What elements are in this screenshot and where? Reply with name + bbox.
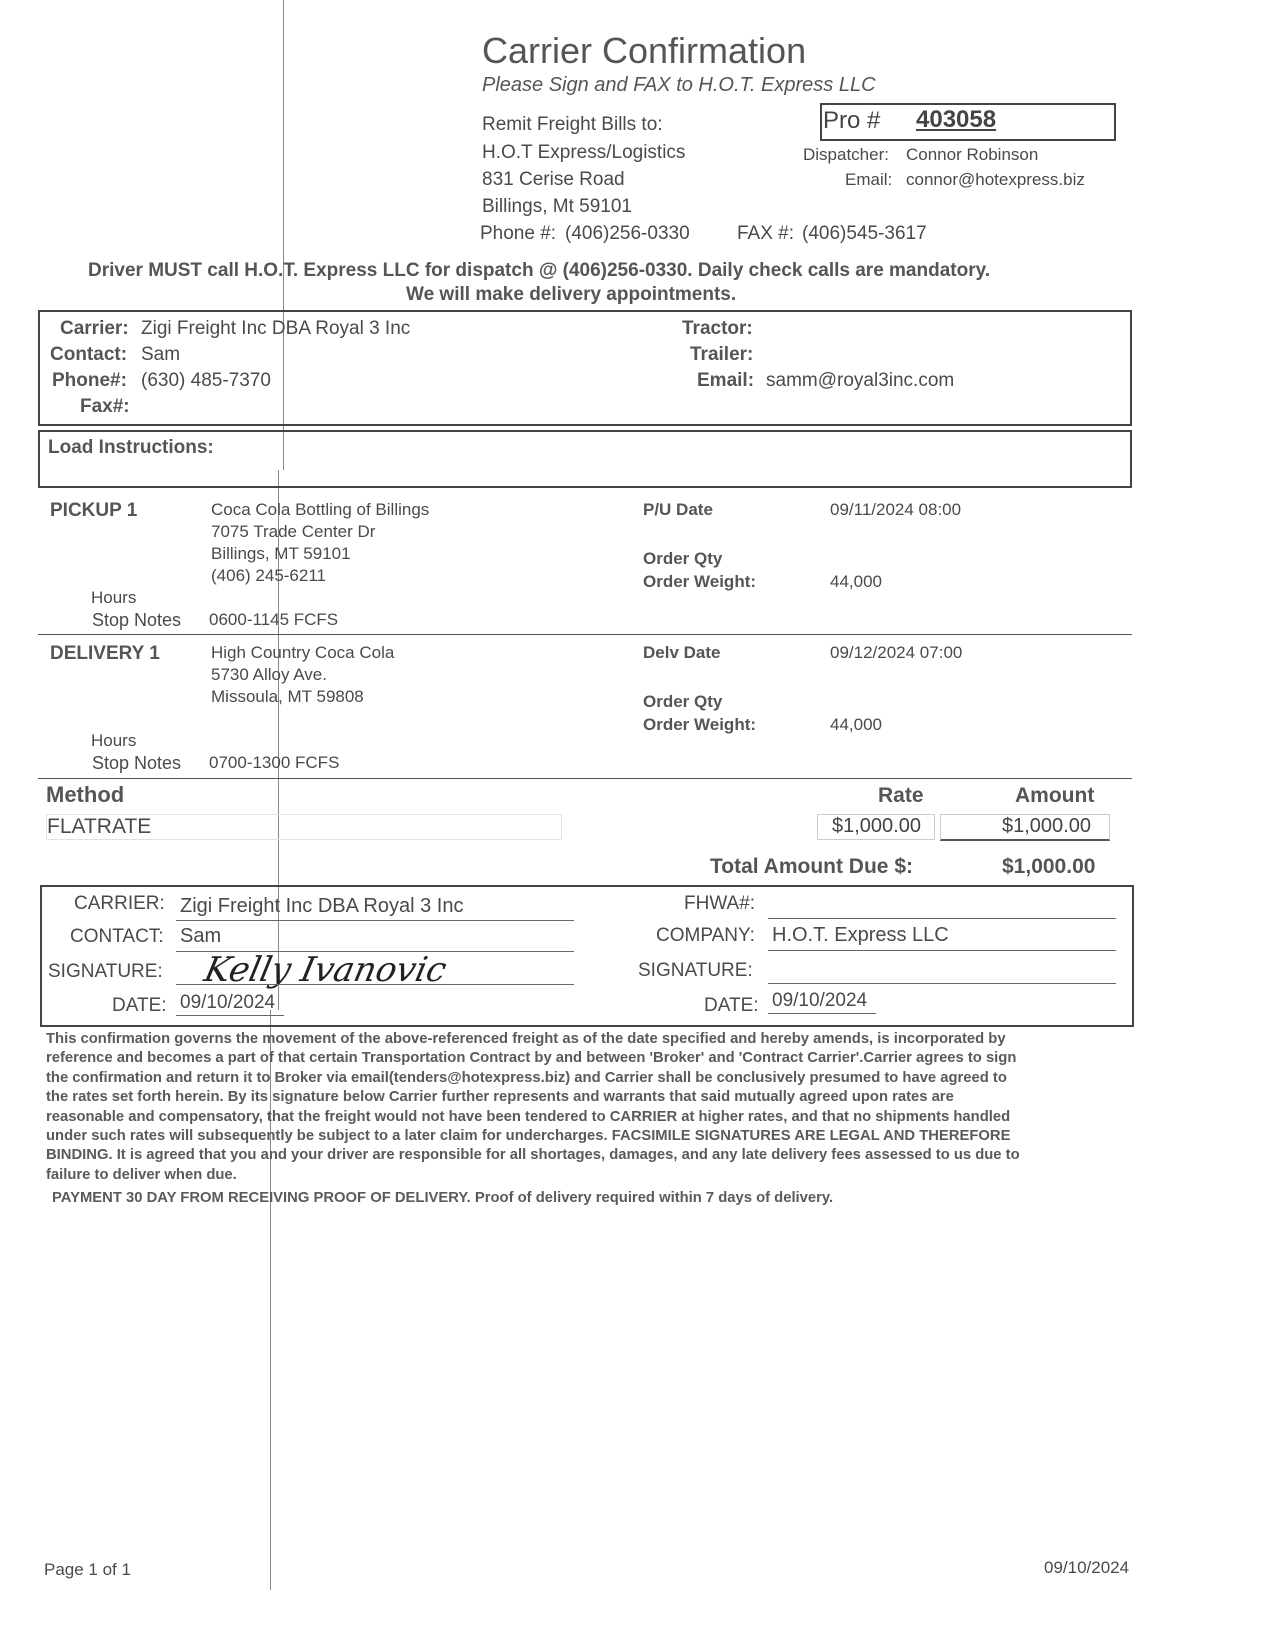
carrier-phone-label: Phone#:	[52, 370, 127, 391]
remit-company: H.O.T Express/Logistics	[482, 142, 686, 163]
sig-date-line	[176, 1015, 284, 1016]
terms-line: the rates set forth herein. By its signature below Carrier further represents and warrants that said mutually agreed upon rates are	[46, 1089, 954, 1106]
dispatch-notice: Driver MUST call H.O.T. Express LLC for dispatch @ (406)256-0330. Daily check calls are mandatory.	[88, 260, 991, 281]
terms-line: BINDING. It is agreed that you and your driver are responsible for all shortages, damages, and any late delivery fees assessed to us due to	[46, 1147, 1020, 1164]
delivery-weight-label: Order Weight:	[643, 715, 757, 734]
fax-value: (406)545-3617	[802, 223, 927, 244]
sig-carrier-label: CARRIER:	[74, 893, 165, 914]
delivery-heading: DELIVERY 1	[50, 643, 160, 664]
pickup-date-label: P/U Date	[643, 500, 713, 519]
page-title: Carrier Confirmation	[482, 30, 807, 71]
delivery-qty-label: Order Qty	[643, 692, 723, 711]
phone-value: (406)256-0330	[565, 223, 690, 244]
delivery-date-label: Delv Date	[643, 643, 721, 662]
tractor-label: Tractor:	[682, 318, 753, 339]
carrier-email-label: Email:	[697, 370, 755, 391]
broker-date-value: 09/10/2024	[772, 990, 868, 1011]
carrier-label: Carrier:	[60, 318, 129, 339]
sig-carrier-line	[176, 920, 574, 921]
carrier-value: Zigi Freight Inc DBA Royal 3 Inc	[141, 318, 411, 339]
delivery-stop-notes-label: Stop Notes	[92, 753, 182, 773]
method-header: Method	[46, 782, 125, 807]
pro-label: Pro #	[823, 107, 881, 134]
phone-label: Phone #:	[480, 223, 557, 244]
delivery-weight: 44,000	[830, 715, 882, 734]
delivery-date: 09/12/2024 07:00	[830, 643, 963, 662]
terms-line: This confirmation governs the movement of the above-referenced freight as of the date specified and hereby amends, is incorporated by	[46, 1031, 1006, 1047]
pickup-name: Coca Cola Bottling of Billings	[211, 500, 430, 519]
broker-signature-line	[768, 983, 1116, 984]
sig-date-value: 09/10/2024	[180, 992, 276, 1013]
rate-header: Rate	[878, 784, 924, 807]
contact-value: Sam	[141, 344, 181, 365]
dispatcher-value: Connor Robinson	[906, 145, 1039, 164]
delivery-stop-notes: 0700-1300 FCFS	[209, 753, 340, 772]
page-number: Page 1 of 1	[44, 1560, 131, 1579]
section-divider	[38, 634, 1132, 635]
dispatcher-email-label: Email:	[845, 170, 893, 189]
contact-label: Contact:	[50, 344, 128, 365]
delivery-name: High Country Coca Cola	[211, 643, 395, 662]
delivery-hours-label: Hours	[91, 731, 137, 750]
terms-line: reference and becomes a part of that certain Transportation Contract by and between 'Broker' and 'Contract Carrier'.Carrier agrees to sign	[46, 1050, 1017, 1067]
method-value: FLATRATE	[47, 815, 152, 838]
rate-value: $1,000.00	[832, 815, 921, 837]
pickup-hours-label: Hours	[91, 588, 137, 607]
carrier-email-value: samm@royal3inc.com	[766, 370, 955, 391]
fhwa-line	[768, 918, 1116, 919]
terms-line: under such rates will subsequently be subject to a later claim for undercharges. FACSIMILE SIGNATURES ARE LEGAL AND THEREFORE	[46, 1128, 1011, 1145]
terms-line: reasonable and compensatory, that the freight would not have been tendered to CARRIER at higher rates, and that no shipments handled	[46, 1108, 1011, 1125]
section-divider	[38, 778, 1132, 779]
payment-terms: PAYMENT 30 DAY FROM RECEIVING PROOF OF DELIVERY. Proof of delivery required within 7 days of delivery.	[52, 1190, 834, 1206]
trailer-label: Trailer:	[690, 344, 754, 365]
dispatcher-label: Dispatcher:	[803, 145, 889, 164]
pickup-street: 7075 Trade Center Dr	[211, 522, 376, 541]
terms-line: failure to deliver when due.	[46, 1166, 237, 1183]
total-label: Total Amount Due $:	[710, 855, 913, 878]
sig-signature-line	[176, 984, 574, 985]
pickup-stop-notes-label: Stop Notes	[92, 610, 182, 630]
delivery-city: Missoula, MT 59808	[211, 687, 364, 706]
carrier-signature: Kelly Ivanovic	[200, 950, 451, 990]
load-instructions-label: Load Instructions:	[48, 437, 214, 458]
delivery-street: 5730 Alloy Ave.	[211, 665, 327, 684]
sig-contact-value: Sam	[180, 925, 222, 947]
footer-date: 09/10/2024	[1044, 1558, 1130, 1577]
company-value: H.O.T. Express LLC	[772, 924, 949, 946]
sig-carrier-value: Zigi Freight Inc DBA Royal 3 Inc	[180, 895, 464, 917]
broker-signature-label: SIGNATURE:	[638, 960, 753, 981]
remit-street: 831 Cerise Road	[482, 169, 625, 190]
amount-value: $1,000.00	[1002, 815, 1091, 837]
remit-label: Remit Freight Bills to:	[482, 114, 663, 135]
company-line	[768, 950, 1116, 951]
broker-date-label: DATE:	[704, 995, 759, 1016]
pickup-heading: PICKUP 1	[50, 500, 138, 521]
appointment-notice: We will make delivery appointments.	[406, 284, 737, 305]
amount-header: Amount	[1015, 784, 1095, 807]
pickup-phone: (406) 245-6211	[211, 566, 326, 585]
dispatcher-email: connor@hotexpress.biz	[906, 170, 1085, 189]
pickup-stop-notes: 0600-1145 FCFS	[209, 610, 339, 629]
page-subtitle: Please Sign and FAX to H.O.T. Express LLC	[482, 74, 876, 96]
pro-number: 403058	[916, 106, 997, 133]
fax-label: FAX #:	[737, 223, 795, 244]
broker-date-line	[768, 1013, 876, 1014]
pickup-weight-label: Order Weight:	[643, 572, 757, 591]
pickup-qty-label: Order Qty	[643, 549, 723, 568]
sig-date-label: DATE:	[112, 995, 167, 1016]
terms-paragraph	[46, 1030, 1146, 1185]
total-value: $1,000.00	[1002, 855, 1096, 878]
sig-contact-label: CONTACT:	[70, 926, 164, 947]
pickup-city: Billings, MT 59101	[211, 544, 351, 563]
remit-city: Billings, Mt 59101	[482, 196, 632, 217]
fhwa-label: FHWA#:	[684, 893, 756, 914]
carrier-phone-value: (630) 485-7370	[141, 370, 271, 391]
carrier-fax-label: Fax#:	[80, 396, 130, 417]
sig-signature-label: SIGNATURE:	[48, 961, 163, 982]
company-label: COMPANY:	[656, 925, 755, 946]
pickup-date: 09/11/2024 08:00	[830, 500, 962, 519]
pickup-weight: 44,000	[830, 572, 882, 591]
terms-line: the confirmation and return it to Broker via email(tenders@hotexpress.biz) and Carrier shall be conclusively presumed to have agreed to	[46, 1069, 1007, 1086]
